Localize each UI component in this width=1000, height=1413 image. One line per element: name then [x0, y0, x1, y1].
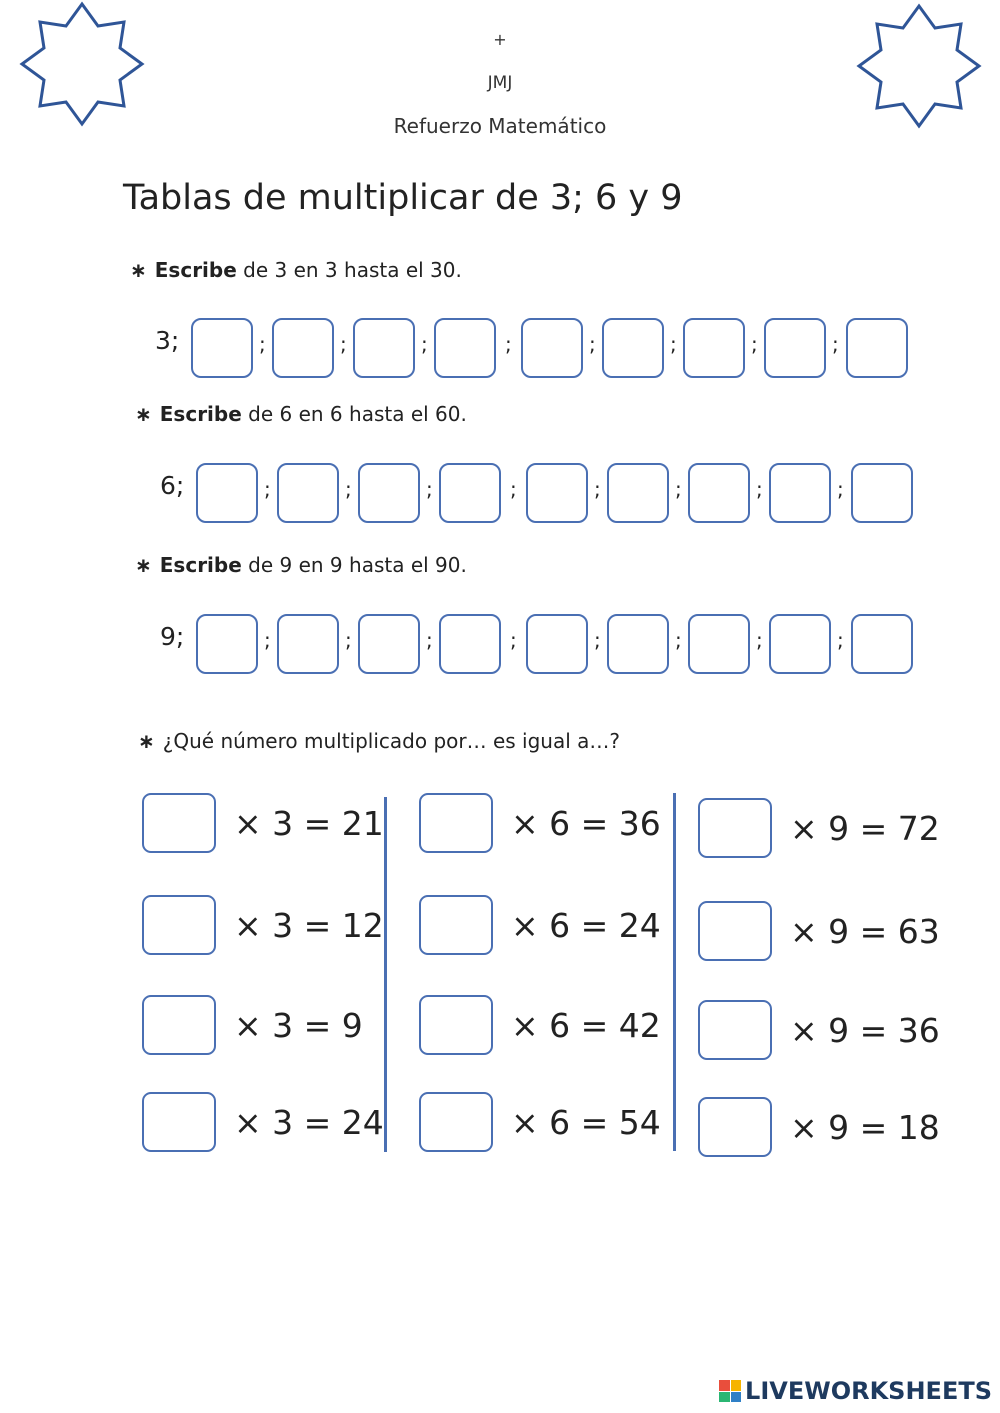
separator: ;: [340, 332, 347, 356]
equation-x9-3: × 9 = 36: [790, 1011, 940, 1050]
separator: ;: [756, 628, 763, 652]
asterisk-icon: ∗: [138, 729, 155, 753]
separator: ;: [259, 332, 266, 356]
equation-x6-4: × 6 = 54: [511, 1103, 661, 1142]
instruction-bold: Escribe: [159, 402, 242, 426]
answer-box[interactable]: [358, 614, 420, 674]
asterisk-icon: ∗: [135, 553, 152, 577]
separator: ;: [421, 332, 428, 356]
sequence-row-6: [160, 463, 920, 527]
answer-box-x3-1[interactable]: [142, 793, 216, 853]
separator: ;: [510, 628, 517, 652]
separator: ;: [505, 332, 512, 356]
answer-box-x6-3[interactable]: [419, 995, 493, 1055]
answer-box-x3-2[interactable]: [142, 895, 216, 955]
instruction-6: [135, 402, 467, 426]
answer-box[interactable]: [764, 318, 826, 378]
sequence-row-9: [160, 614, 920, 678]
equation-x6-3: × 6 = 42: [511, 1006, 661, 1045]
separator: ;: [670, 332, 677, 356]
equation-x3-2: × 3 = 12: [234, 906, 384, 945]
instruction-bold: Escribe: [154, 258, 237, 282]
answer-box[interactable]: [196, 463, 258, 523]
asterisk-icon: ∗: [135, 402, 152, 426]
separator: ;: [832, 332, 839, 356]
separator: ;: [594, 628, 601, 652]
liveworksheets-brand: [719, 1377, 992, 1405]
answer-box[interactable]: [434, 318, 496, 378]
answer-box-x3-3[interactable]: [142, 995, 216, 1055]
question-instruction: [138, 729, 620, 753]
answer-box-x3-4[interactable]: [142, 1092, 216, 1152]
instruction-text: de 3 en 3 hasta el 30.: [236, 258, 462, 282]
separator: ;: [510, 477, 517, 501]
answer-box-x9-3[interactable]: [698, 1000, 772, 1060]
column-divider: [384, 797, 387, 1152]
instruction-text: de 9 en 9 hasta el 90.: [241, 553, 467, 577]
brand-text: LIVEWORKSHEETS: [745, 1377, 992, 1405]
equation-x6-2: × 6 = 24: [511, 906, 661, 945]
answer-box[interactable]: [683, 318, 745, 378]
answer-box[interactable]: [191, 318, 253, 378]
answer-box-x9-1[interactable]: [698, 798, 772, 858]
answer-box-x6-2[interactable]: [419, 895, 493, 955]
instruction-bold: Escribe: [159, 553, 242, 577]
equation-x9-1: × 9 = 72: [790, 809, 940, 848]
sequence-start: 6;: [160, 471, 185, 500]
asterisk-icon: ∗: [130, 258, 147, 282]
separator: ;: [675, 628, 682, 652]
question-text: ¿Qué número multiplicado por… es igual a…?: [162, 729, 621, 753]
answer-box[interactable]: [602, 318, 664, 378]
star-left-icon: [18, 0, 146, 128]
answer-box[interactable]: [851, 463, 913, 523]
separator: ;: [751, 332, 758, 356]
cross-symbol: +: [493, 30, 507, 49]
answer-box[interactable]: [526, 463, 588, 523]
answer-box[interactable]: [439, 463, 501, 523]
separator: ;: [837, 477, 844, 501]
separator: ;: [756, 477, 763, 501]
separator: ;: [345, 628, 352, 652]
equation-x3-3: × 3 = 9: [234, 1006, 363, 1045]
subtitle: Refuerzo Matemático: [393, 114, 607, 138]
answer-box[interactable]: [607, 463, 669, 523]
answer-box-x9-2[interactable]: [698, 901, 772, 961]
answer-box-x6-4[interactable]: [419, 1092, 493, 1152]
answer-box[interactable]: [769, 463, 831, 523]
separator: ;: [345, 477, 352, 501]
instruction-9: [135, 553, 467, 577]
star-right-icon: [855, 2, 983, 130]
answer-box[interactable]: [277, 463, 339, 523]
separator: ;: [594, 477, 601, 501]
answer-box[interactable]: [688, 463, 750, 523]
answer-box[interactable]: [353, 318, 415, 378]
answer-box[interactable]: [688, 614, 750, 674]
sequence-row-3: [155, 318, 915, 382]
separator: ;: [264, 628, 271, 652]
liveworksheets-logo-icon: [719, 1380, 741, 1402]
answer-box[interactable]: [358, 463, 420, 523]
answer-box[interactable]: [521, 318, 583, 378]
answer-box[interactable]: [769, 614, 831, 674]
equation-x3-4: × 3 = 24: [234, 1103, 384, 1142]
separator: ;: [264, 477, 271, 501]
instruction-text: de 6 en 6 hasta el 60.: [241, 402, 467, 426]
answer-box[interactable]: [846, 318, 908, 378]
answer-box[interactable]: [277, 614, 339, 674]
separator: ;: [837, 628, 844, 652]
column-divider: [673, 793, 676, 1151]
answer-box[interactable]: [526, 614, 588, 674]
answer-box-x6-1[interactable]: [419, 793, 493, 853]
equation-x9-4: × 9 = 18: [790, 1108, 940, 1147]
answer-box[interactable]: [439, 614, 501, 674]
separator: ;: [426, 628, 433, 652]
separator: ;: [589, 332, 596, 356]
sequence-start: 9;: [160, 622, 185, 651]
separator: ;: [426, 477, 433, 501]
answer-box-x9-4[interactable]: [698, 1097, 772, 1157]
answer-box[interactable]: [272, 318, 334, 378]
equation-x3-1: × 3 = 21: [234, 804, 384, 843]
equation-x9-2: × 9 = 63: [790, 912, 940, 951]
answer-box[interactable]: [851, 614, 913, 674]
instruction-3: [130, 258, 462, 282]
sequence-start: 3;: [155, 326, 180, 355]
answer-box[interactable]: [607, 614, 669, 674]
answer-box[interactable]: [196, 614, 258, 674]
equation-x6-1: × 6 = 36: [511, 804, 661, 843]
separator: ;: [675, 477, 682, 501]
page-title: Tablas de multiplicar de 3; 6 y 9: [123, 178, 683, 218]
jmj-heading: JMJ: [487, 73, 513, 93]
